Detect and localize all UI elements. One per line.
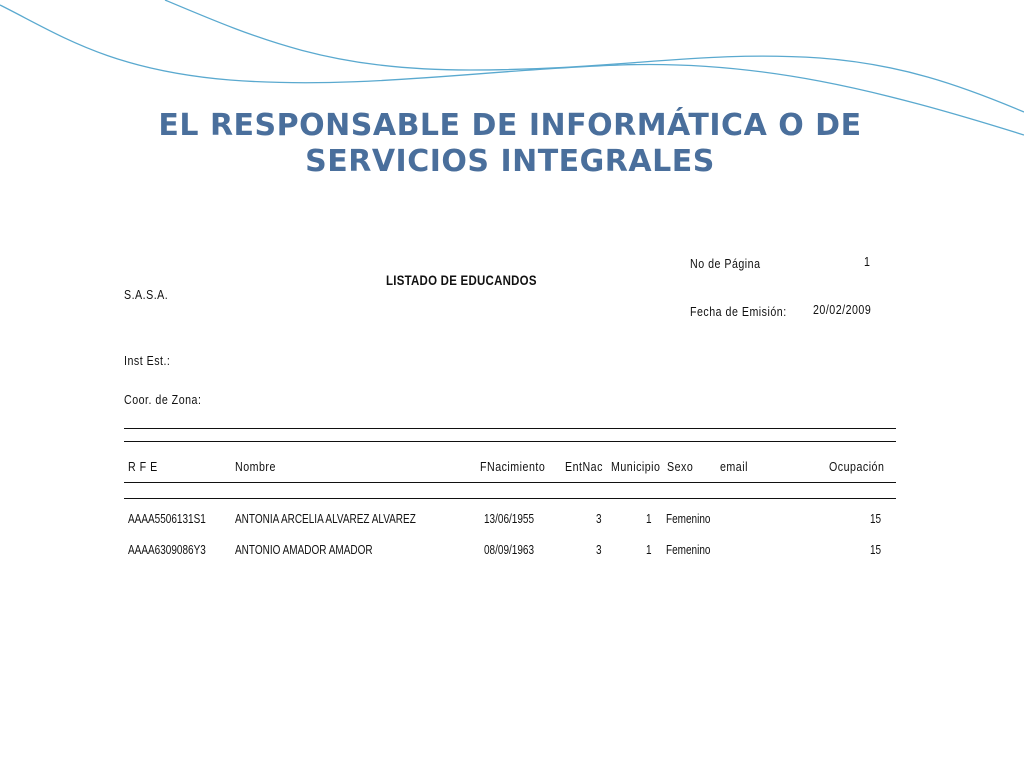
cell-municipio: 1 — [646, 512, 652, 526]
col-header-ocupacion: Ocupación — [829, 459, 885, 474]
col-header-rfe: R F E — [128, 459, 158, 474]
col-header-sexo: Sexo — [667, 459, 694, 474]
col-header-municipio: Municipio — [611, 459, 661, 474]
cell-ocupacion: 15 — [870, 543, 882, 557]
rule-body-top — [124, 498, 896, 499]
cell-municipio: 1 — [646, 543, 652, 557]
page-number-value: 1 — [864, 254, 871, 269]
cell-entnac: 3 — [596, 512, 602, 526]
col-header-nombre: Nombre — [235, 459, 276, 474]
cell-entnac: 3 — [596, 543, 602, 557]
report-heading: LISTADO DE EDUCANDOS — [386, 272, 537, 288]
cell-nombre: ANTONIA ARCELIA ALVAREZ ALVAREZ — [235, 512, 416, 526]
slide-title-line-1: EL RESPONSABLE DE INFORMÁTICA O DE — [158, 108, 862, 143]
cell-rfe: AAAA5506131S1 — [128, 512, 206, 526]
cell-nombre: ANTONIO AMADOR AMADOR — [235, 543, 373, 557]
col-header-fnacimiento: FNacimiento — [480, 459, 546, 474]
cell-fnacimiento: 13/06/1955 — [484, 512, 535, 526]
cell-ocupacion: 15 — [870, 512, 882, 526]
col-header-entnac: EntNac — [565, 459, 603, 474]
org-name: S.A.S.A. — [124, 287, 169, 302]
inst-est-label: Inst Est.: — [124, 353, 171, 368]
cell-fnacimiento: 08/09/1963 — [484, 543, 535, 557]
rule-top-2 — [124, 441, 896, 442]
cell-rfe: AAAA6309086Y3 — [128, 543, 206, 557]
slide-title-line-2: SERVICIOS INTEGRALES — [305, 144, 715, 179]
cell-sexo: Femenino — [666, 543, 711, 557]
emission-date-label: Fecha de Emisión: — [690, 304, 787, 319]
rule-header-bottom — [124, 482, 896, 483]
rule-top-1 — [124, 428, 896, 429]
emission-date-value: 20/02/2009 — [813, 302, 872, 317]
page-number-label: No de Página — [690, 256, 761, 271]
col-header-email: email — [720, 459, 748, 474]
cell-sexo: Femenino — [666, 512, 711, 526]
coor-zona-label: Coor. de Zona: — [124, 392, 202, 407]
